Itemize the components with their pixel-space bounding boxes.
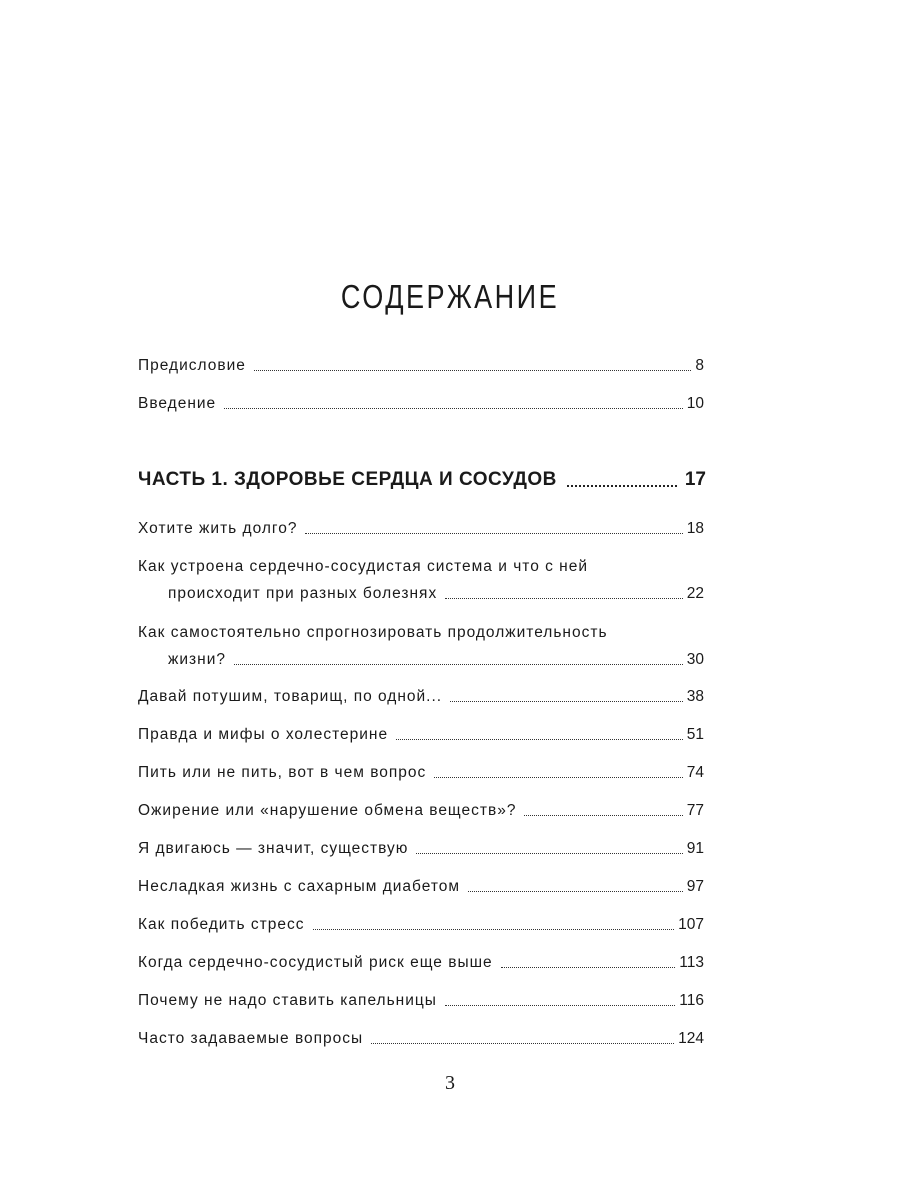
toc-entry-continuation bbox=[168, 580, 704, 604]
toc-entry-text: Как победить стресс bbox=[138, 916, 305, 933]
toc-leader-dots bbox=[371, 1043, 674, 1044]
toc-page-number: 30 bbox=[686, 651, 704, 668]
part-page-number: 17 bbox=[684, 469, 706, 490]
toc-leader-dots bbox=[567, 485, 677, 487]
toc-page-number: 74 bbox=[686, 764, 704, 781]
toc-page-number: 18 bbox=[686, 520, 704, 537]
toc-leader-dots bbox=[305, 533, 682, 534]
toc-page-number: 124 bbox=[678, 1030, 704, 1047]
toc-page-number: 22 bbox=[686, 585, 704, 602]
toc-entry bbox=[138, 515, 704, 539]
toc-entry-text: происходит при разных болезнях bbox=[168, 585, 438, 602]
toc-leader-dots bbox=[434, 777, 682, 778]
toc-entry-text: Часто задаваемые вопросы bbox=[138, 1030, 364, 1047]
toc-entry-first-line: Как самостоятельно спрогнозировать продолжительность bbox=[138, 624, 608, 641]
toc-page-number: 51 bbox=[686, 726, 704, 743]
toc-leader-dots bbox=[416, 853, 682, 854]
toc-entry-text: Пить или не пить, вот в чем вопрос bbox=[138, 764, 427, 781]
toc-page-number: 107 bbox=[678, 916, 704, 933]
toc-leader-dots bbox=[396, 739, 683, 740]
toc-leader-dots bbox=[468, 891, 683, 892]
toc-entry-text: Хотите жить долго? bbox=[138, 520, 298, 537]
toc-entry-introduction bbox=[138, 390, 704, 414]
toc-entry bbox=[138, 987, 704, 1011]
page-number: 3 bbox=[445, 1072, 455, 1094]
toc-entry-text: Несладкая жизнь с сахарным диабетом bbox=[138, 878, 461, 895]
toc-leader-dots bbox=[445, 598, 683, 599]
toc-entry bbox=[138, 721, 704, 745]
toc-entry bbox=[138, 1025, 704, 1049]
toc-entry-text: Когда сердечно-сосудистый риск еще выше bbox=[138, 954, 493, 971]
toc-entry-text: Почему не надо ставить капельницы bbox=[138, 992, 437, 1009]
toc-page-number: 113 bbox=[679, 954, 704, 971]
toc-entry bbox=[138, 873, 704, 897]
toc-entry-text: Введение bbox=[138, 395, 217, 412]
toc-part-heading bbox=[138, 462, 706, 492]
toc-entry bbox=[138, 911, 704, 935]
toc-page-number: 8 bbox=[695, 357, 704, 374]
toc-entry bbox=[138, 797, 704, 821]
toc-leader-dots bbox=[524, 815, 682, 816]
toc-entry-text: Ожирение или «нарушение обмена веществ»? bbox=[138, 802, 517, 819]
toc-page-number: 10 bbox=[686, 395, 704, 412]
toc-entry-text: Правда и мифы о холестерине bbox=[138, 726, 389, 743]
toc-leader-dots bbox=[450, 701, 683, 702]
toc-leader-dots bbox=[254, 370, 692, 371]
toc-leader-dots bbox=[501, 967, 676, 968]
toc-leader-dots bbox=[224, 408, 683, 409]
toc-entry-preface bbox=[138, 352, 704, 376]
toc-page-number: 116 bbox=[679, 992, 704, 1009]
toc-page-number: 91 bbox=[686, 840, 704, 857]
toc-entry bbox=[138, 949, 704, 973]
toc-leader-dots bbox=[445, 1005, 675, 1006]
toc-entry-first-line: Как устроена сердечно-сосудистая система и что с ней bbox=[138, 558, 589, 575]
page-title: СОДЕРЖАНИЕ bbox=[340, 278, 560, 315]
toc-entry-text: Давай потушим, товарищ, по одной... bbox=[138, 688, 443, 705]
toc-leader-dots bbox=[313, 929, 675, 930]
toc-page-number: 38 bbox=[686, 688, 704, 705]
toc-leader-dots bbox=[234, 664, 683, 665]
toc-entry bbox=[138, 683, 704, 707]
part-title: ЧАСТЬ 1. ЗДОРОВЬЕ СЕРДЦА И СОСУДОВ bbox=[138, 469, 557, 490]
toc-entry-text: Я двигаюсь — значит, существую bbox=[138, 840, 409, 857]
toc-entry-continuation bbox=[168, 646, 704, 670]
toc-entry bbox=[138, 835, 704, 859]
toc-entry bbox=[138, 759, 704, 783]
toc-page-number: 77 bbox=[686, 802, 704, 819]
toc-page-number: 97 bbox=[686, 878, 704, 895]
toc-entry-text: Предисловие bbox=[138, 357, 246, 374]
toc-entry-text: жизни? bbox=[168, 651, 226, 668]
